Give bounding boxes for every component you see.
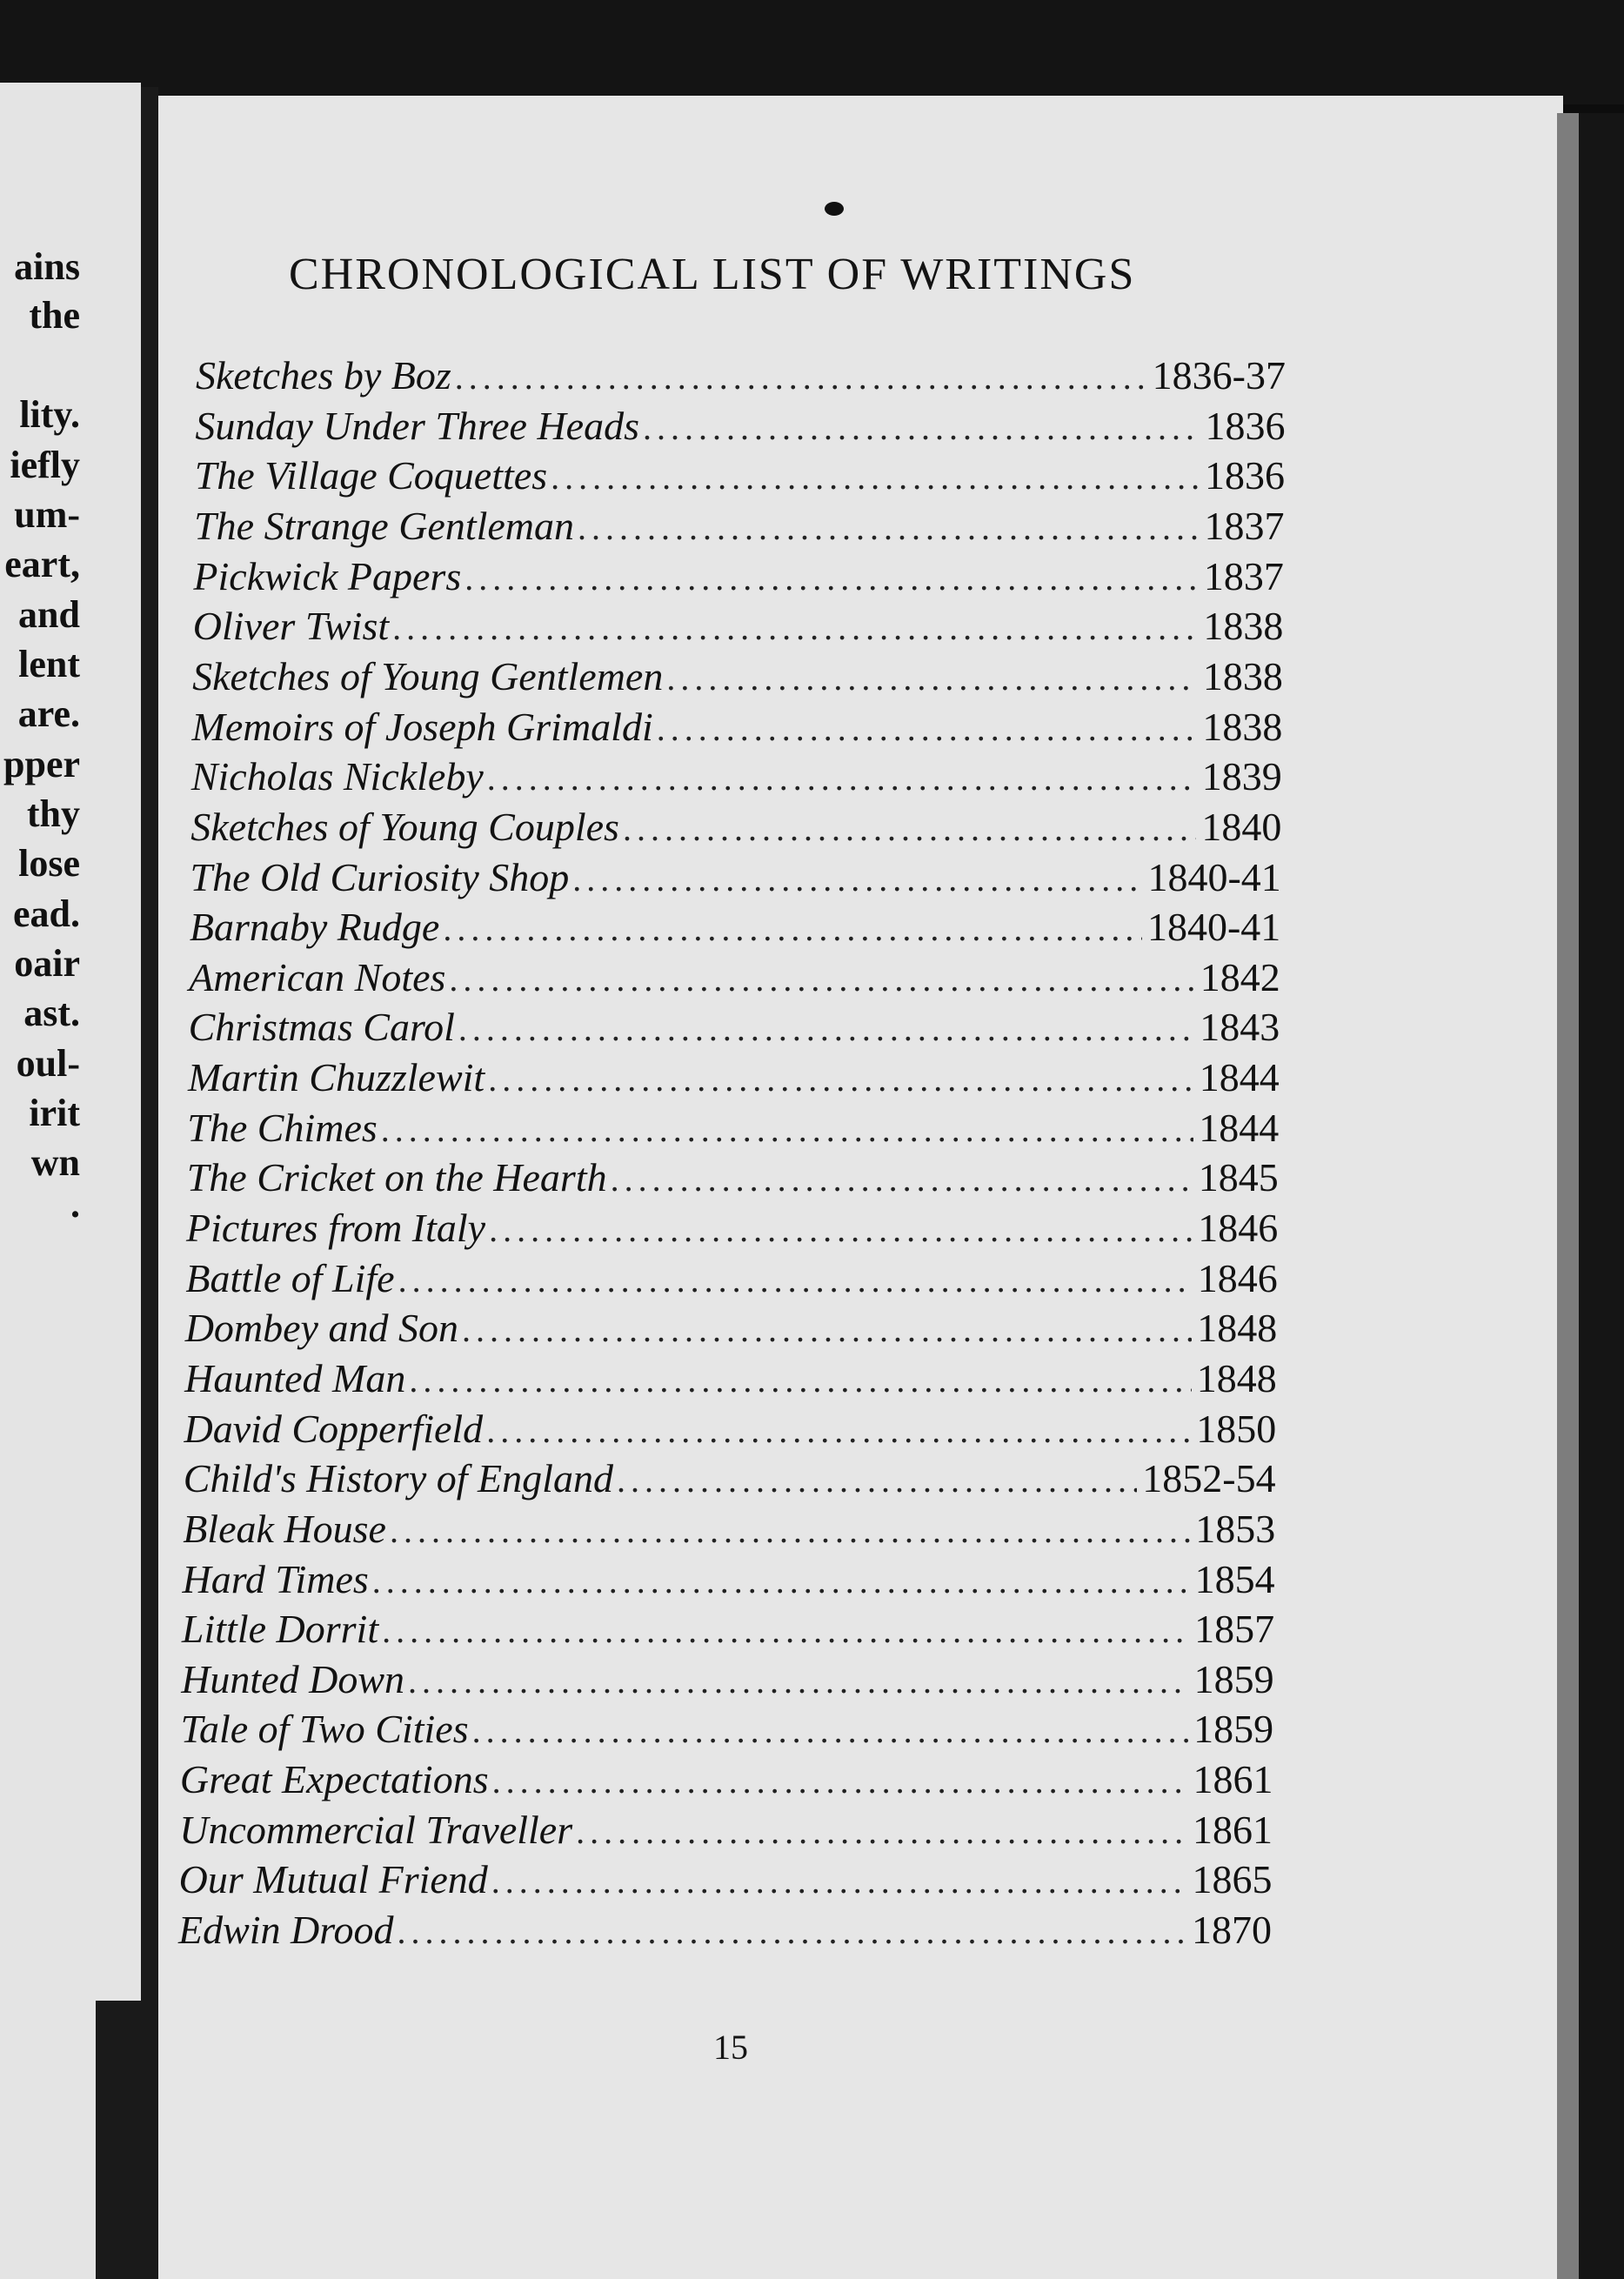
writing-title: Martin Chuzzlewit — [188, 1055, 485, 1099]
dot-leader — [443, 908, 1142, 949]
writing-title: Hard Times — [182, 1556, 369, 1601]
dot-leader — [643, 407, 1200, 448]
writing-title: Our Mutual Friend — [178, 1857, 488, 1902]
dot-leader — [657, 708, 1198, 749]
dot-leader — [486, 1410, 1191, 1451]
writing-title: Barnaby Rudge — [189, 905, 440, 950]
list-item — [185, 1305, 1278, 1355]
writing-year: 1846 — [1197, 1255, 1278, 1300]
writing-year: 1837 — [1203, 553, 1284, 598]
dot-leader — [458, 1008, 1194, 1049]
writing-year: 1837 — [1204, 503, 1285, 548]
list-item — [193, 603, 1284, 653]
facing-page-fragment: lent — [18, 643, 80, 685]
list-item — [189, 954, 1280, 1005]
writing-title: Sketches by Boz — [196, 353, 451, 398]
list-item — [194, 503, 1284, 553]
dot-leader — [551, 457, 1200, 498]
writing-title: Tale of Two Cities — [180, 1707, 469, 1752]
facing-page-fragment: um- — [14, 493, 80, 536]
facing-page-fragment: lose — [18, 842, 80, 885]
facing-page-fragment: ast. — [23, 992, 80, 1034]
dot-leader — [491, 1861, 1187, 1901]
dot-leader — [487, 758, 1197, 799]
facing-page-fragment: . — [70, 1183, 80, 1226]
facing-page-fragment: oul- — [16, 1042, 80, 1085]
list-item — [182, 1606, 1274, 1656]
list-item — [190, 904, 1280, 954]
list-item — [183, 1556, 1275, 1607]
list-item — [187, 1105, 1279, 1155]
dot-leader — [398, 1260, 1193, 1300]
writing-year: 1838 — [1203, 604, 1284, 649]
writing-year: 1854 — [1194, 1556, 1275, 1601]
writing-title: Little Dorrit — [181, 1607, 379, 1652]
facing-page — [0, 83, 141, 2279]
page-edge — [1557, 113, 1579, 2279]
dot-leader — [666, 658, 1198, 698]
writing-year: 1870 — [1192, 1908, 1272, 1952]
writing-year: 1861 — [1193, 1757, 1273, 1802]
list-item — [184, 1355, 1277, 1406]
writing-title: Sketches of Young Gentlemen — [192, 653, 664, 698]
writing-year: 1848 — [1197, 1306, 1278, 1351]
list-item — [184, 1406, 1277, 1456]
writing-year: 1840-41 — [1147, 854, 1281, 899]
writing-year: 1848 — [1196, 1355, 1277, 1400]
dot-leader — [489, 1209, 1193, 1250]
list-item — [181, 1656, 1273, 1707]
writing-title: Pictures from Italy — [186, 1206, 486, 1250]
facing-page-fragment: the — [29, 294, 80, 337]
list-item — [178, 1907, 1272, 1957]
writing-title: The Old Curiosity Shop — [190, 854, 570, 899]
dot-leader — [382, 1610, 1189, 1651]
list-item — [187, 1154, 1279, 1205]
writing-title: Pickwick Papers — [193, 553, 462, 598]
dot-leader — [381, 1109, 1193, 1150]
writing-title: Uncommercial Traveller — [179, 1807, 573, 1852]
writing-year: 1852-54 — [1142, 1456, 1276, 1501]
facing-page-fragment: thy — [26, 792, 80, 835]
writing-year: 1840-41 — [1146, 905, 1281, 950]
page-gutter — [141, 87, 158, 2279]
list-item — [196, 352, 1286, 403]
print-mark — [825, 202, 844, 216]
writing-year: 1840 — [1201, 804, 1282, 849]
writing-year: 1844 — [1199, 1055, 1280, 1099]
dot-leader — [455, 357, 1147, 398]
writing-year: 1865 — [1192, 1857, 1273, 1902]
facing-page-fragment: eart, — [4, 543, 80, 585]
list-item — [188, 1054, 1280, 1105]
scan-edge — [1579, 113, 1624, 2279]
writing-title: Edwin Drood — [178, 1908, 394, 1952]
dot-leader — [611, 1159, 1193, 1200]
page-gutter-shadow — [96, 2001, 141, 2279]
facing-page-fragment: and — [18, 593, 80, 636]
writing-title: Battle of Life — [185, 1255, 395, 1300]
writing-year: 1838 — [1202, 704, 1283, 749]
writing-year: 1839 — [1201, 754, 1282, 799]
list-item — [185, 1255, 1277, 1306]
writing-title: David Copperfield — [184, 1406, 484, 1451]
list-item — [195, 403, 1285, 453]
writing-title: Sunday Under Three Heads — [195, 403, 639, 448]
page-title: CHRONOLOGICAL LIST OF WRITINGS — [289, 250, 1136, 299]
writing-title: The Strange Gentleman — [194, 503, 575, 548]
list-item — [190, 804, 1281, 854]
facing-page-fragment: lity. — [19, 393, 80, 436]
writing-title: Great Expectations — [179, 1757, 489, 1802]
writing-title: Hunted Down — [181, 1656, 405, 1701]
writing-year: 1846 — [1198, 1206, 1279, 1250]
writing-year: 1836 — [1204, 453, 1285, 498]
facing-page-fragment: ains — [14, 245, 80, 288]
writing-year: 1844 — [1199, 1105, 1280, 1150]
writing-title: Nicholas Nickleby — [190, 754, 484, 799]
facing-page-fragment: pper — [3, 743, 80, 785]
list-item — [195, 452, 1285, 503]
list-item — [192, 653, 1283, 704]
writing-title: American Notes — [189, 954, 446, 999]
dot-leader — [372, 1561, 1190, 1601]
writing-title: Haunted Man — [184, 1355, 406, 1400]
page-number: 15 — [713, 2028, 748, 2067]
dot-leader — [623, 808, 1196, 849]
facing-page-fragment: iefly — [10, 444, 80, 486]
writing-title: The Chimes — [187, 1105, 378, 1150]
list-item — [191, 753, 1282, 804]
list-item — [193, 553, 1284, 604]
list-item — [181, 1706, 1274, 1756]
writing-title: Bleak House — [183, 1506, 386, 1551]
facing-page-fragment: wn — [30, 1141, 80, 1184]
dot-leader — [576, 1811, 1187, 1852]
writing-year: 1850 — [1196, 1406, 1277, 1451]
writing-title: Sketches of Young Couples — [190, 804, 619, 849]
dot-leader — [492, 1761, 1188, 1801]
dot-leader — [464, 558, 1199, 598]
list-item — [186, 1205, 1278, 1255]
writing-year: 1836 — [1205, 403, 1286, 448]
dot-leader — [472, 1710, 1188, 1751]
dot-leader — [409, 1360, 1191, 1400]
dot-leader — [572, 859, 1142, 899]
writing-year: 1853 — [1195, 1506, 1276, 1551]
list-item — [183, 1506, 1275, 1556]
list-item — [180, 1756, 1273, 1807]
dot-leader — [408, 1661, 1189, 1701]
writing-title: Child's History of England — [183, 1456, 613, 1501]
dot-leader — [462, 1309, 1192, 1350]
dot-leader — [617, 1460, 1137, 1500]
writing-title: Christmas Carol — [188, 1005, 455, 1050]
dot-leader — [390, 1510, 1190, 1551]
writing-title: Dombey and Son — [184, 1306, 458, 1351]
facing-page-fragment: are. — [17, 692, 80, 735]
dot-leader — [392, 607, 1198, 648]
writing-year: 1857 — [1194, 1607, 1275, 1652]
dot-leader — [578, 507, 1199, 548]
writing-year: 1842 — [1200, 954, 1280, 999]
dot-leader — [488, 1059, 1194, 1099]
facing-page-fragment: irit — [29, 1092, 80, 1134]
scan-background — [0, 0, 1624, 104]
writing-year: 1836-37 — [1152, 353, 1286, 398]
list-item — [192, 704, 1283, 754]
writing-year: 1838 — [1202, 653, 1283, 698]
writing-year: 1843 — [1200, 1005, 1280, 1050]
writing-title: The Village Coquettes — [194, 453, 548, 498]
list-item — [184, 1455, 1276, 1506]
writing-year: 1859 — [1193, 1707, 1274, 1752]
writing-year: 1861 — [1192, 1807, 1273, 1852]
writing-year: 1859 — [1193, 1656, 1274, 1701]
facing-page-fragment: oair — [14, 942, 80, 985]
writing-title: The Cricket on the Hearth — [186, 1155, 607, 1200]
list-item — [190, 854, 1281, 905]
writing-year: 1845 — [1198, 1155, 1279, 1200]
list-item — [179, 1856, 1273, 1907]
list-item — [189, 1004, 1280, 1054]
dot-leader — [449, 959, 1194, 999]
writing-title: Oliver Twist — [192, 604, 390, 649]
facing-page-fragment: ead. — [13, 892, 80, 935]
list-item — [179, 1807, 1273, 1857]
writing-title: Memoirs of Joseph Grimaldi — [191, 704, 653, 749]
dot-leader — [397, 1911, 1186, 1952]
